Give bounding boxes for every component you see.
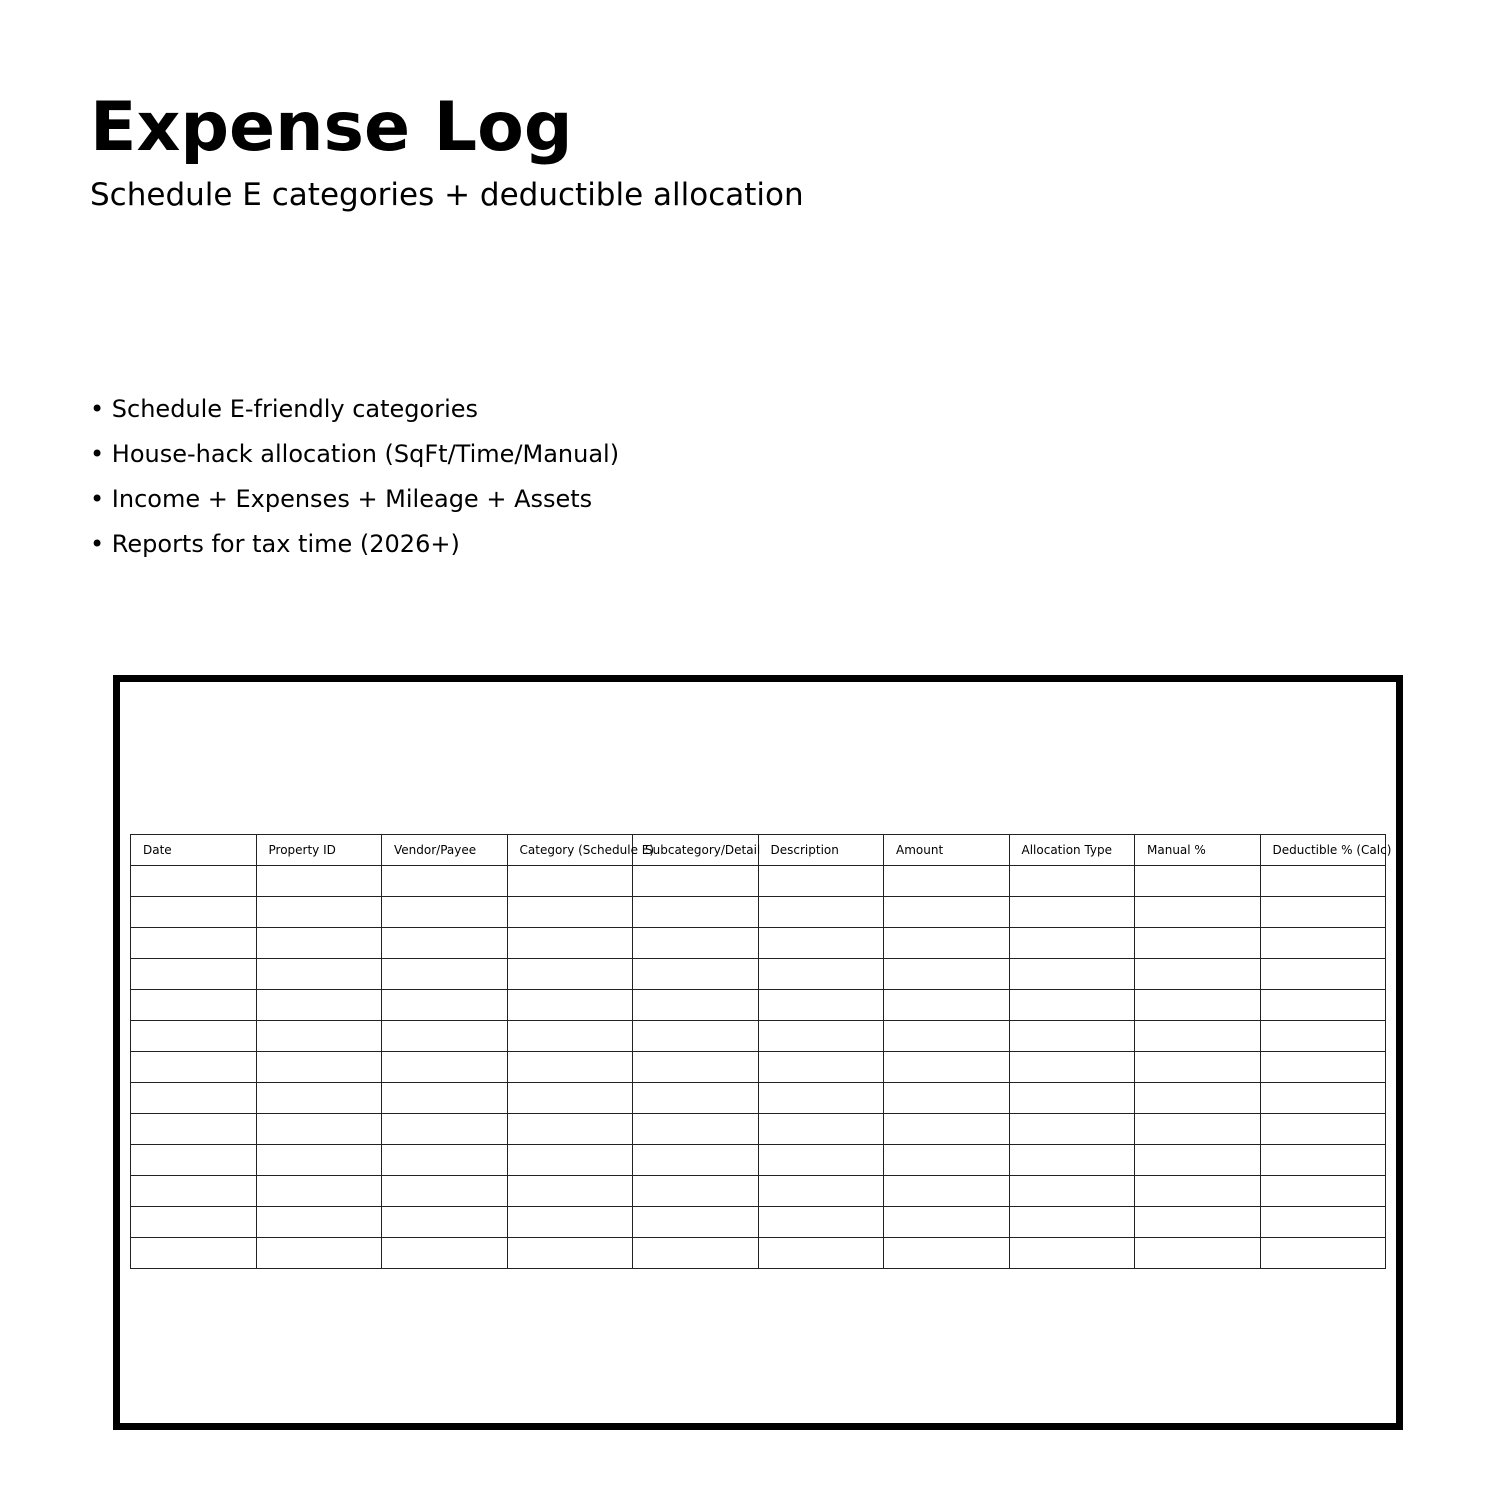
column-header-amount: Amount — [884, 835, 1010, 866]
table-cell — [1009, 928, 1135, 959]
table-cell — [131, 1021, 257, 1052]
table-cell — [507, 1114, 633, 1145]
column-header-vendor-payee: Vendor/Payee — [382, 835, 508, 866]
table-cell — [1135, 1021, 1261, 1052]
table-cell — [884, 1052, 1010, 1083]
table-cell — [507, 897, 633, 928]
table-cell — [382, 990, 508, 1021]
table-cell — [256, 1114, 382, 1145]
table-cell — [382, 1238, 508, 1269]
table-cell — [256, 897, 382, 928]
table-cell — [382, 959, 508, 990]
page-title: Expense Log — [90, 88, 573, 167]
table-cell — [256, 1238, 382, 1269]
table-cell — [758, 928, 884, 959]
table-cell — [884, 990, 1010, 1021]
table-cell — [1260, 1114, 1386, 1145]
table-cell — [1009, 1052, 1135, 1083]
table-cell — [131, 1207, 257, 1238]
feature-item: • House-hack allocation (SqFt/Time/Manual) — [90, 440, 620, 468]
table-row — [131, 1145, 1386, 1176]
table-cell — [1009, 1238, 1135, 1269]
table-cell — [131, 1083, 257, 1114]
table-cell — [507, 1021, 633, 1052]
table-cell — [1260, 1238, 1386, 1269]
table-row — [131, 1238, 1386, 1269]
table-cell — [1135, 1052, 1261, 1083]
table-cell — [1135, 1083, 1261, 1114]
table-cell — [256, 1021, 382, 1052]
table-row — [131, 1052, 1386, 1083]
table-row — [131, 1176, 1386, 1207]
table-cell — [884, 1207, 1010, 1238]
table-cell — [1260, 1176, 1386, 1207]
table-cell — [1135, 1145, 1261, 1176]
table-cell — [1009, 866, 1135, 897]
table-cell — [382, 1114, 508, 1145]
table-cell — [1135, 1114, 1261, 1145]
table-row — [131, 1021, 1386, 1052]
column-header-date: Date — [131, 835, 257, 866]
table-cell — [758, 990, 884, 1021]
table-cell — [1009, 897, 1135, 928]
table-cell — [758, 1176, 884, 1207]
table-cell — [1135, 1238, 1261, 1269]
table-row — [131, 897, 1386, 928]
table-cell — [131, 866, 257, 897]
table-cell — [256, 866, 382, 897]
table-cell — [758, 1145, 884, 1176]
table-cell — [633, 897, 759, 928]
table-cell — [633, 1052, 759, 1083]
table-cell — [633, 990, 759, 1021]
column-header-manual-percent: Manual % — [1135, 835, 1261, 866]
table-cell — [507, 990, 633, 1021]
page-subtitle: Schedule E categories + deductible allocation — [90, 177, 804, 213]
table-cell — [633, 1145, 759, 1176]
column-header-description: Description — [758, 835, 884, 866]
table-cell — [633, 1021, 759, 1052]
table-cell — [633, 1176, 759, 1207]
table-cell — [131, 1052, 257, 1083]
table-cell — [382, 1176, 508, 1207]
expense-table — [130, 834, 1392, 1269]
table-header-row — [131, 835, 1386, 866]
table-body — [131, 866, 1386, 1269]
column-header-subcategory: Subcategory/Detail — [633, 835, 759, 866]
table-row — [131, 990, 1386, 1021]
table-cell — [131, 1145, 257, 1176]
table-row — [131, 959, 1386, 990]
table-cell — [1135, 1176, 1261, 1207]
table-cell — [758, 1052, 884, 1083]
table-cell — [507, 1238, 633, 1269]
table-cell — [1260, 897, 1386, 928]
table-cell — [382, 928, 508, 959]
table-cell — [758, 1021, 884, 1052]
table-cell — [758, 897, 884, 928]
table-cell — [131, 1114, 257, 1145]
table-cell — [507, 1176, 633, 1207]
table-cell — [758, 866, 884, 897]
table-cell — [1260, 1207, 1386, 1238]
table-cell — [507, 866, 633, 897]
table-cell — [382, 1021, 508, 1052]
table-cell — [1260, 1021, 1386, 1052]
table-cell — [507, 1145, 633, 1176]
table-cell — [1009, 1145, 1135, 1176]
table-cell — [507, 959, 633, 990]
table-cell — [1260, 1083, 1386, 1114]
table-cell — [131, 897, 257, 928]
table-cell — [633, 866, 759, 897]
feature-list — [90, 387, 619, 567]
table-cell — [131, 928, 257, 959]
table-cell — [1009, 1021, 1135, 1052]
table-cell — [1009, 1176, 1135, 1207]
table-cell — [382, 897, 508, 928]
table-cell — [1009, 1083, 1135, 1114]
table-cell — [256, 1083, 382, 1114]
table-cell — [1135, 959, 1261, 990]
table-cell — [1135, 1207, 1261, 1238]
table-cell — [507, 928, 633, 959]
table-cell — [884, 1145, 1010, 1176]
table-cell — [1135, 928, 1261, 959]
table-row — [131, 866, 1386, 897]
table-cell — [256, 928, 382, 959]
table-cell — [633, 1083, 759, 1114]
table-cell — [507, 1052, 633, 1083]
table-cell — [507, 1207, 633, 1238]
table-cell — [884, 1114, 1010, 1145]
table-cell — [1260, 928, 1386, 959]
table-row — [131, 1207, 1386, 1238]
table-cell — [131, 959, 257, 990]
table-cell — [633, 959, 759, 990]
column-header-allocation-type: Allocation Type — [1009, 835, 1135, 866]
feature-item: • Reports for tax time (2026+) — [90, 530, 460, 558]
table-cell — [256, 1176, 382, 1207]
table-cell — [1009, 1207, 1135, 1238]
table-cell — [633, 1114, 759, 1145]
table-cell — [131, 1176, 257, 1207]
table-cell — [1009, 959, 1135, 990]
spreadsheet-preview-frame — [113, 675, 1403, 1430]
table-cell — [1135, 897, 1261, 928]
table-cell — [1260, 1052, 1386, 1083]
table-cell — [884, 866, 1010, 897]
table-cell — [1135, 866, 1261, 897]
feature-item: • Income + Expenses + Mileage + Assets — [90, 485, 593, 513]
table-cell — [884, 1176, 1010, 1207]
table-cell — [507, 1083, 633, 1114]
table-cell — [758, 959, 884, 990]
table-cell — [884, 897, 1010, 928]
table-cell — [256, 1052, 382, 1083]
table-cell — [382, 866, 508, 897]
table-cell — [884, 959, 1010, 990]
table-row — [131, 1114, 1386, 1145]
table-cell — [758, 1207, 884, 1238]
table-cell — [1260, 959, 1386, 990]
table-cell — [1260, 1145, 1386, 1176]
table-cell — [758, 1083, 884, 1114]
table-cell — [382, 1207, 508, 1238]
table-cell — [256, 959, 382, 990]
table-cell — [884, 1083, 1010, 1114]
table-cell — [256, 1207, 382, 1238]
column-header-deductible-percent: Deductible % (Calc) — [1260, 835, 1386, 866]
table-cell — [1009, 1114, 1135, 1145]
table-cell — [758, 1114, 884, 1145]
table-cell — [633, 1207, 759, 1238]
table-cell — [256, 990, 382, 1021]
table-row — [131, 1083, 1386, 1114]
table-cell — [1135, 990, 1261, 1021]
table-cell — [1009, 990, 1135, 1021]
table-cell — [382, 1052, 508, 1083]
table-cell — [256, 1145, 382, 1176]
table-cell — [758, 1238, 884, 1269]
table-row — [131, 928, 1386, 959]
feature-item: • Schedule E-friendly categories — [90, 395, 479, 423]
table-cell — [382, 1083, 508, 1114]
table-cell — [131, 1238, 257, 1269]
table-cell — [382, 1145, 508, 1176]
table-cell — [1260, 866, 1386, 897]
table-cell — [131, 990, 257, 1021]
table-cell — [884, 1238, 1010, 1269]
table-cell — [633, 928, 759, 959]
table-cell — [633, 1238, 759, 1269]
table-cell — [884, 1021, 1010, 1052]
column-header-category: Category (Schedule E) — [507, 835, 633, 866]
column-header-property-id: Property ID — [256, 835, 382, 866]
table-cell — [1260, 990, 1386, 1021]
table-cell — [884, 928, 1010, 959]
